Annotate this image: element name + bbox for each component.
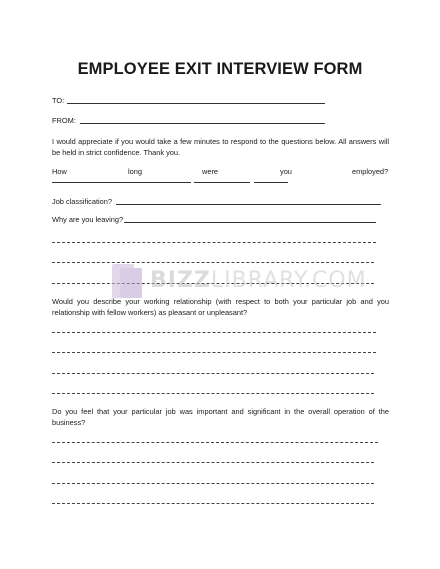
to-label: TO: <box>52 96 65 105</box>
employed-field-3[interactable] <box>254 182 288 183</box>
question-relationship: Would you describe your working relationship (with respect to both your particular job and you relationship with fellow workers) as pleasant or unpleasant? <box>52 297 389 317</box>
leaving-label: Why are you leaving? <box>52 215 124 224</box>
job-classification-label: Job classification? <box>52 197 112 206</box>
employed-word-employed: employed? <box>352 167 389 176</box>
answer-line[interactable] <box>52 242 376 243</box>
employed-word-how: How <box>52 167 67 176</box>
employed-word-long: long <box>128 167 142 176</box>
answer-line[interactable] <box>52 462 374 463</box>
answer-line[interactable] <box>52 373 374 374</box>
answer-line[interactable] <box>52 393 374 394</box>
watermark-text: BIZZLIBRARY.COM <box>150 268 367 293</box>
answer-line[interactable] <box>52 332 376 333</box>
employed-word-you: you <box>280 167 292 176</box>
form-title: EMPLOYEE EXIT INTERVIEW FORM <box>77 60 363 78</box>
answer-line[interactable] <box>52 442 378 443</box>
employed-field-2[interactable] <box>194 182 250 183</box>
answer-line[interactable] <box>52 352 376 353</box>
leaving-field[interactable] <box>124 222 376 223</box>
employed-word-were: were <box>202 167 219 176</box>
answer-line[interactable] <box>52 503 374 504</box>
job-classification-field[interactable] <box>116 204 381 205</box>
intro-text: I would appreciate if you would take a few minutes to respond to the questions below. All answers will be held in strict confidence. Thank you. <box>52 137 389 157</box>
from-field[interactable] <box>80 123 325 124</box>
answer-line[interactable] <box>52 483 374 484</box>
to-field[interactable] <box>67 103 325 104</box>
question-important: Do you feel that your particular job was important and significant in the overall operation of the business? <box>52 407 389 427</box>
employed-field-1[interactable] <box>52 182 191 183</box>
from-label: FROM: <box>52 116 76 125</box>
